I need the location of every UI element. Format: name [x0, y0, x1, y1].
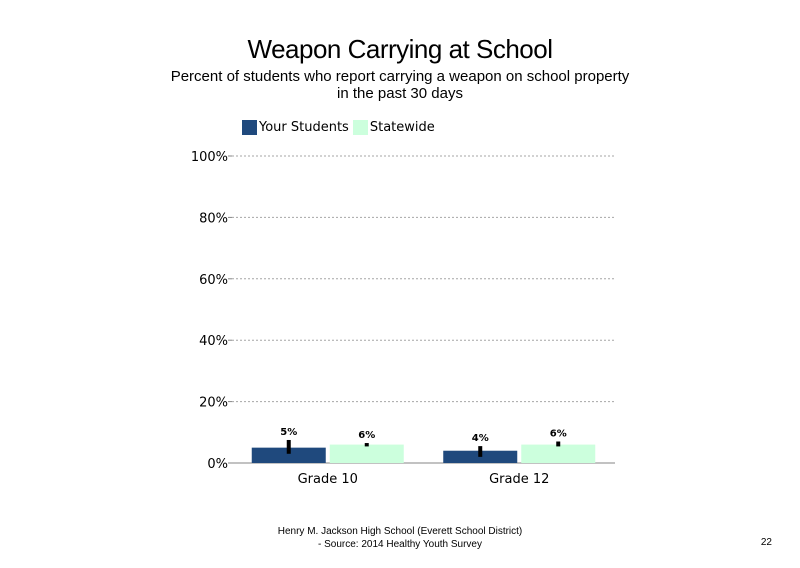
data-label: 4% — [471, 433, 489, 445]
x-tick-label: Grade 12 — [489, 472, 550, 487]
footer-source: - Source: 2014 Healthy Youth Survey — [318, 539, 482, 550]
footer — [200, 525, 600, 551]
x-tick-label: Grade 10 — [297, 472, 358, 487]
y-tick-label: 0% — [207, 457, 228, 472]
y-tick-label: 60% — [199, 272, 228, 288]
y-tick-label: 40% — [199, 334, 228, 350]
footer-school: Henry M. Jackson High School (Everett School District) — [277, 526, 523, 537]
data-label: 5% — [280, 426, 298, 438]
y-tick-label: 100% — [190, 150, 228, 165]
bar — [521, 445, 595, 463]
y-tick-label: 20% — [199, 395, 228, 411]
legend-label-your-students: Your Students — [259, 119, 349, 135]
data-label: 6% — [358, 430, 376, 442]
legend-label-statewide: Statewide — [369, 119, 435, 135]
bar — [330, 445, 404, 463]
chart-title: Weapon Carrying at School — [247, 34, 553, 64]
data-label: 6% — [549, 428, 567, 440]
y-tick-label: 80% — [199, 211, 228, 227]
chart-subtitle: Percent of students who report carrying a weapon on school property in the past 30 days — [170, 68, 630, 102]
page-number: 22 — [760, 537, 772, 548]
